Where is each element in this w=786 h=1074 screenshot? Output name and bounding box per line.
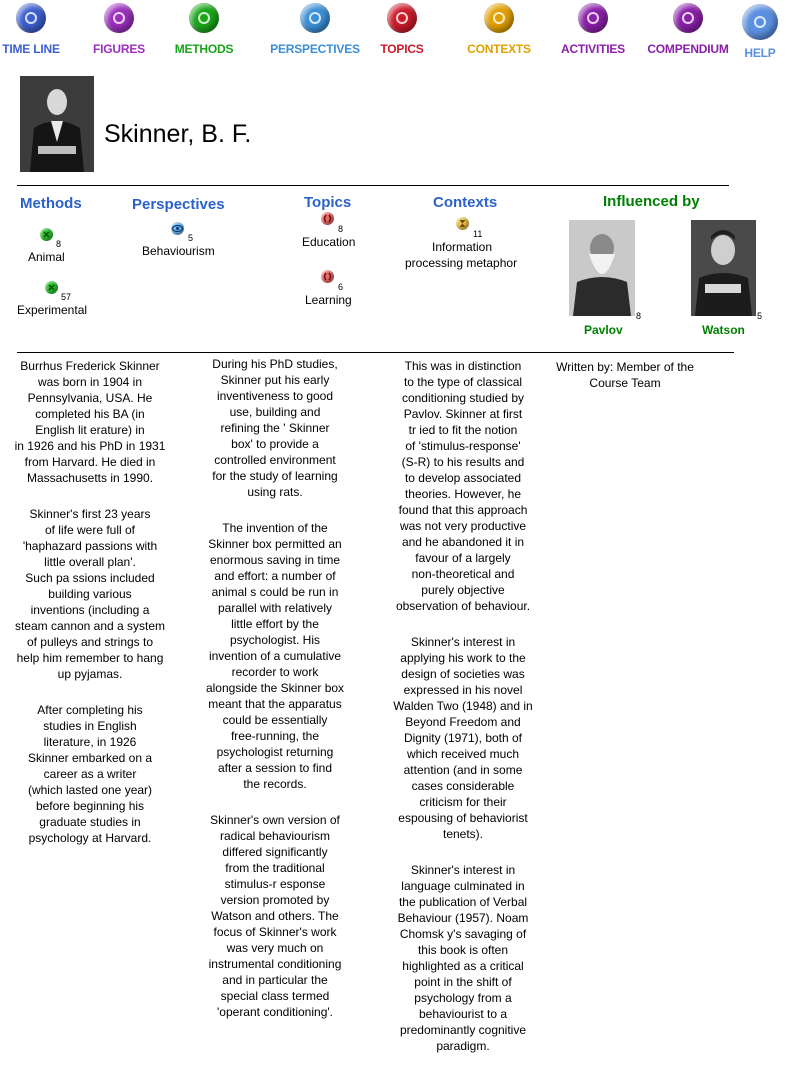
method-count: 57 [61, 292, 72, 302]
bio-line: completed his BA (in [35, 407, 145, 421]
bio-line: enormous saving in time [209, 553, 341, 567]
bio-line: could be essentially [222, 713, 328, 727]
pavlov-portrait [569, 220, 635, 316]
credit-line: Written by: Member of the [556, 360, 694, 374]
bio-line: from the traditional [225, 861, 325, 875]
bio-line: use, building and [229, 405, 321, 419]
pencil-icon [578, 3, 608, 33]
context-label-line1: Information [432, 240, 493, 254]
nav-label: FIGURES [93, 42, 145, 56]
topics-brackets-icon [321, 270, 334, 283]
nav-label: CONTEXTS [467, 42, 531, 56]
watson-portrait [691, 220, 756, 316]
bio-line: was born in 1904 in [37, 375, 143, 389]
bio-line: meant that the apparatus [208, 697, 342, 711]
bio-line: Beyond Freedom and [405, 715, 521, 729]
bio-line: Dignity (1971), both of [403, 731, 523, 745]
page-title: Skinner, B. F. [104, 120, 252, 148]
bio-line: English lit erature) in [35, 423, 145, 437]
influence-link-watson[interactable] [690, 219, 770, 339]
methods-heading: Methods [20, 195, 82, 212]
bio-line: box' to provide a [231, 437, 319, 451]
bio-line: Walden Two (1948) and in [393, 699, 533, 713]
bio-line: help him remember to hang [16, 651, 164, 665]
method-link-experimental[interactable] [14, 279, 94, 319]
bio-line: favour of a largely [415, 551, 511, 565]
perspective-link-behaviourism[interactable] [140, 221, 230, 261]
bio-line: criticism for their [419, 795, 507, 809]
bio-line: steam cannon and a system [14, 619, 166, 633]
bio-line: from Harvard. He died in [24, 455, 156, 469]
bio-line: During his PhD studies, [212, 357, 338, 371]
topic-count: 8 [338, 224, 344, 234]
method-label: Experimental [17, 303, 88, 317]
bio-line: was very much on [226, 941, 324, 955]
bio-line: Burrhus Frederick Skinner [20, 359, 160, 373]
bio-line: language culminated in [401, 879, 525, 893]
nav-label: ACTIVITIES [560, 42, 625, 56]
nav-topics[interactable] [352, 3, 452, 56]
bio-line: highlighted as a critical [402, 959, 524, 973]
influence-name: Watson [702, 323, 745, 337]
bio-line: 'operant conditioning'. [217, 1005, 333, 1019]
bio-line: Chomsk y's savaging of [399, 927, 527, 941]
bio-line: recorder to work [231, 665, 319, 679]
bio-line: tr ied to fit the notion [408, 423, 518, 437]
bio-line: was not very productive [399, 519, 527, 533]
nav-methods[interactable] [154, 3, 254, 56]
nav-contexts[interactable] [449, 3, 549, 56]
eye-icon [171, 222, 184, 235]
bio-line: building various [48, 587, 132, 601]
nav-activities[interactable] [543, 3, 643, 56]
bio-column-1 [10, 358, 170, 866]
bio-paragraph [196, 356, 354, 500]
bio-paragraph [196, 520, 354, 792]
bio-line: behaviourist to a [418, 1007, 508, 1021]
bio-line: non-theoretical and [411, 567, 515, 581]
bio-line: predominantly cognitive [399, 1023, 527, 1037]
perspective-count: 5 [188, 233, 194, 243]
bio-line: refining the ' Skinner [220, 421, 330, 435]
bio-line: and effort: a number of [214, 569, 336, 583]
bio-line: point in the shift of [414, 975, 512, 989]
bio-line: inventiveness to good [216, 389, 334, 403]
topic-count: 6 [338, 282, 344, 292]
bio-line: attention (and in some [403, 763, 523, 777]
bio-line: after a session to find [217, 761, 333, 775]
bio-line: This was in distinction [404, 359, 522, 373]
bio-line: animal s could be run in [211, 585, 339, 599]
hourglass-icon [456, 217, 469, 230]
nav-help[interactable] [710, 4, 786, 60]
context-count: 11 [473, 229, 483, 239]
topic-label: Education [302, 235, 356, 249]
bio-line: little overall plan'. [44, 555, 136, 569]
context-label-line2: processing metaphor [405, 256, 518, 270]
method-label: Animal [28, 250, 65, 264]
bio-line: and he abandoned it in [401, 535, 525, 549]
topic-link-education[interactable] [300, 211, 370, 251]
bio-line: special class termed [220, 989, 330, 1003]
bio-line: focus of Skinner's work [213, 925, 337, 939]
topics-brackets-icon [321, 212, 334, 225]
topics-heading: Topics [304, 194, 352, 211]
compendium-icon [673, 3, 703, 33]
hourglass-icon [484, 3, 514, 33]
methods-cross-icon [189, 3, 219, 33]
links-divider [17, 352, 734, 353]
topic-link-learning[interactable] [300, 269, 370, 309]
bio-line: Skinner embarked on a [27, 751, 153, 765]
nav-label: PERSPECTIVES [270, 42, 360, 56]
bio-line: conditioning studied by [401, 391, 525, 405]
bio-line: tenets). [442, 827, 484, 841]
bio-line: to develop associated [404, 471, 522, 485]
bio-line: paradigm. [436, 1039, 490, 1053]
bio-line: 'haphazard passions with [22, 539, 158, 553]
bio-line: little effort by the [231, 617, 319, 631]
nav-label: HELP [744, 46, 776, 60]
bio-line: which received much [406, 747, 520, 761]
bio-line: and in particular the [222, 973, 328, 987]
bio-line: the records. [243, 777, 307, 791]
influenced-heading: Influenced by [603, 193, 700, 210]
author-credit [552, 359, 698, 391]
help-icon [742, 4, 778, 40]
methods-cross-icon [45, 281, 58, 294]
bio-paragraph [10, 358, 170, 486]
bio-line: graduate studies in [39, 815, 141, 829]
bio-line: Pennsylvania, USA. He [27, 391, 153, 405]
topic-label: Learning [305, 293, 352, 307]
bio-line: espousing of behaviorist [398, 811, 528, 825]
bio-line: psychologist returning [216, 745, 334, 759]
bio-line: of pulleys and strings to [26, 635, 154, 649]
bio-line: Such pa ssions included [25, 571, 155, 585]
bio-line: controlled environment [214, 453, 336, 467]
bio-line: Pavlov. Skinner at first [403, 407, 523, 421]
bio-line: literature, in 1926 [43, 735, 137, 749]
bio-line: Skinner's own version of [210, 813, 340, 827]
bio-line: (S-R) to his results and [401, 455, 525, 469]
methods-cross-icon [40, 228, 53, 241]
bio-line: up pyjamas. [57, 667, 123, 681]
nav-perspectives[interactable] [265, 3, 365, 56]
bio-line: Skinner's interest in [410, 635, 516, 649]
bio-line: the publication of Verbal [398, 895, 528, 909]
influence-count: 8 [636, 311, 642, 321]
credit-line: Course Team [589, 376, 661, 390]
contexts-heading: Contexts [433, 194, 498, 211]
bio-line: design of societies was [401, 667, 525, 681]
bio-line: invention of a cumulative [208, 649, 342, 663]
bio-line: Skinner's first 23 years [29, 507, 151, 521]
bio-line: theories. However, he [404, 487, 522, 501]
bio-line: free-running, the [230, 729, 320, 743]
bio-line: inventions (including a [30, 603, 150, 617]
bio-line: Massachusetts in 1990. [26, 471, 154, 485]
bio-line: before beginning his [35, 799, 145, 813]
bio-line: of life were full of [44, 523, 136, 537]
bio-line: applying his work to the [400, 651, 526, 665]
bio-line: Skinner's interest in [410, 863, 516, 877]
bio-line: career as a writer [43, 767, 137, 781]
perspective-label: Behaviourism [142, 244, 215, 258]
nav-label: TOPICS [380, 42, 424, 56]
method-count: 8 [56, 239, 62, 249]
influence-count: 5 [757, 311, 763, 321]
bio-line: purely objective [421, 583, 505, 597]
eye-icon [300, 3, 330, 33]
bio-line: expressed in his novel [403, 683, 523, 697]
skinner-portrait [20, 76, 94, 172]
bio-column-2 [196, 356, 354, 1040]
bio-line: observation of behaviour. [395, 599, 531, 613]
bio-line: radical behaviourism [219, 829, 331, 843]
bio-line: Watson and others. The [211, 909, 339, 923]
bio-paragraph [10, 702, 170, 846]
bio-line: Behaviour (1957). Noam [397, 911, 529, 925]
bio-line: using rats. [247, 485, 303, 499]
bio-line: version promoted by [220, 893, 330, 907]
bio-line: parallel with relatively [217, 601, 333, 615]
header-divider [17, 185, 729, 186]
bio-line: stimulus-r esponse [224, 877, 326, 891]
bio-paragraph [196, 812, 354, 1020]
bio-line: Skinner box permitted an [208, 537, 342, 551]
bio-line: psychologist. His [229, 633, 321, 647]
bio-line: The invention of the [222, 521, 328, 535]
smiley-icon [104, 3, 134, 33]
bio-line: for the study of learning [212, 469, 338, 483]
bio-line: After completing his [37, 703, 143, 717]
bio-line: to the type of classical [403, 375, 523, 389]
bio-line: alongside the Skinner box [205, 681, 345, 695]
bio-line: differed significantly [222, 845, 328, 859]
nav-label: METHODS [174, 42, 234, 56]
bio-line: (which lasted one year) [27, 783, 153, 797]
bio-line: psychology from a [414, 991, 512, 1005]
bio-paragraph [378, 862, 548, 1054]
topics-brackets-icon [387, 3, 417, 33]
bio-column-3 [378, 358, 548, 1074]
bio-line: studies in English [43, 719, 137, 733]
bio-paragraph [10, 506, 170, 682]
bio-line: found that this approach [398, 503, 528, 517]
bio-line: Skinner put his early [220, 373, 330, 387]
bio-line: cases considerable [411, 779, 515, 793]
influence-name: Pavlov [584, 323, 623, 337]
bio-line: psychology at Harvard. [28, 831, 152, 845]
context-link-information-processing[interactable] [400, 216, 530, 272]
bio-line: in 1926 and his PhD in 1931 [14, 439, 166, 453]
influence-link-pavlov[interactable] [568, 219, 648, 339]
nav-label: COMPENDIUM [647, 42, 729, 56]
bio-line: instrumental conditioning [208, 957, 342, 971]
perspectives-heading: Perspectives [132, 196, 225, 213]
bio-paragraph [378, 634, 548, 842]
method-link-animal[interactable] [20, 226, 80, 266]
bio-line: this book is often [417, 943, 509, 957]
bio-paragraph [378, 358, 548, 614]
bio-line: of 'stimulus-response' [405, 439, 521, 453]
timeline-icon [16, 3, 46, 33]
nav-label: TIME LINE [2, 42, 60, 56]
